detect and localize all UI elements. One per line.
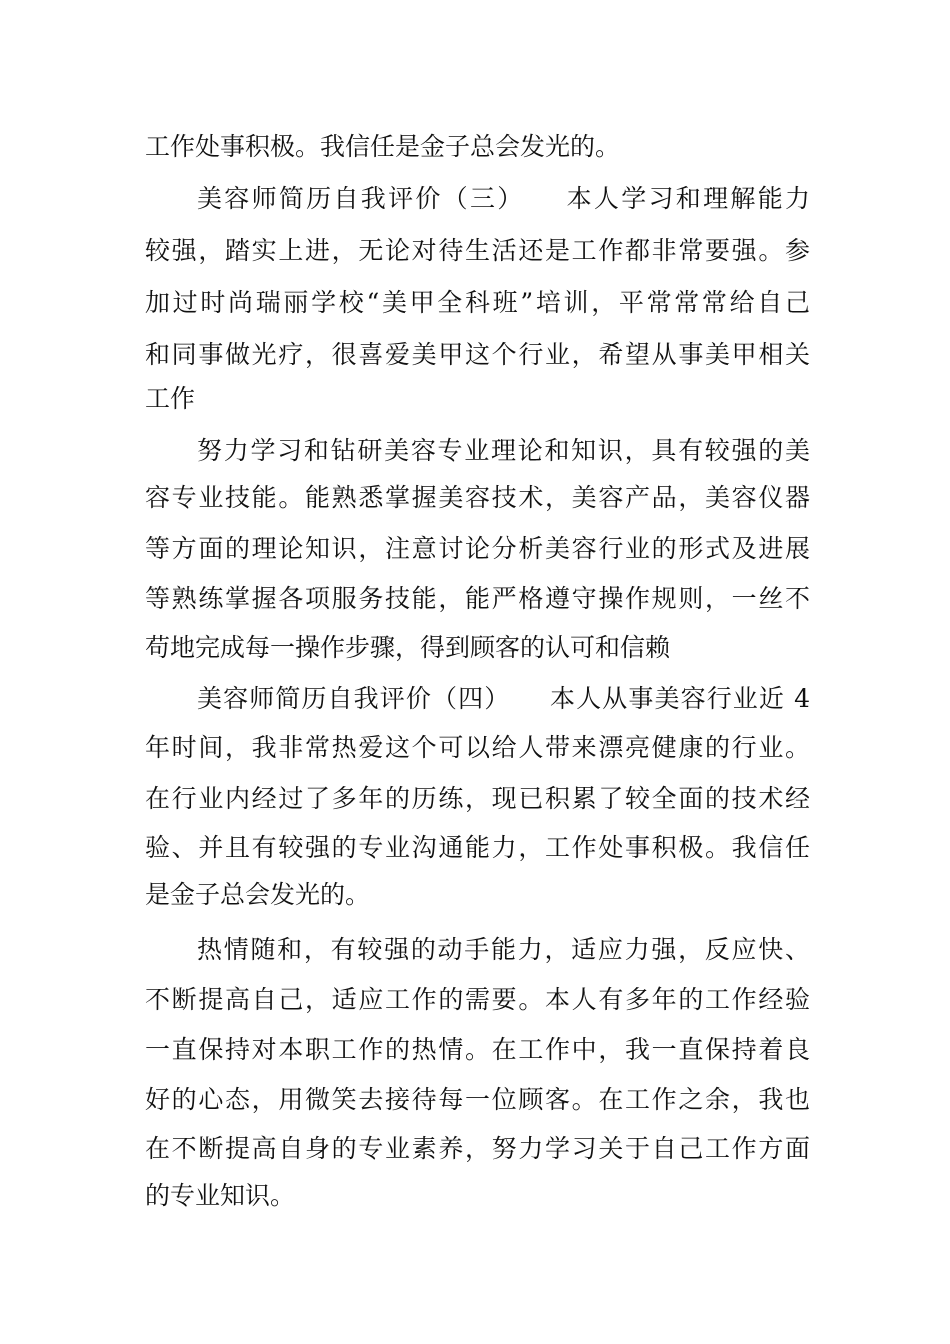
paragraph-line: 苟地完成每一操作步骤，得到顾客的认可和信赖 [145, 633, 671, 662]
paragraph-line: 的专业知识。 [145, 1181, 296, 1210]
paragraph-line: 较强，踏实上进，无论对待生活还是工作都非常要强。参 [145, 236, 810, 265]
paragraph-line: 工作处事积极。我信任是金子总会发光的。 [145, 132, 621, 161]
section-heading-line: 美容师简历自我评价（四） 本人从事美容行业近 4 [197, 684, 810, 713]
paragraph-line: 在行业内经过了多年的历练，现已积累了较全面的技术经 [145, 784, 810, 813]
paragraph-line: 一直保持对本职工作的热情。在工作中，我一直保持着良 [145, 1035, 810, 1064]
paragraph-line: 年时间，我非常热爱这个可以给人带来漂亮健康的行业。 [145, 733, 810, 762]
paragraph-line: 好的心态，用微笑去接待每一位顾客。在工作之余，我也 [145, 1085, 810, 1114]
paragraph-line: 努力学习和钻研美容专业理论和知识，具有较强的美 [197, 436, 810, 465]
paragraph-line: 等熟练掌握各项服务技能，能严格遵守操作规则，一丝不 [145, 584, 810, 613]
paragraph-line: 容专业技能。能熟悉掌握美容技术，美容产品，美容仪器 [145, 483, 810, 512]
paragraph-line: 工作 [145, 384, 196, 413]
paragraph-line: 不断提高自己，适应工作的需要。本人有多年的工作经验 [145, 985, 810, 1014]
paragraph-line: 等方面的理论知识，注意讨论分析美容行业的形式及进展 [145, 534, 810, 563]
paragraph-line: 在不断提高自身的专业素养，努力学习关于自己工作方面 [145, 1134, 810, 1163]
paragraph-line: 加过时尚瑞丽学校“美甲全科班”培训，平常常常给自己 [145, 288, 810, 317]
paragraph-line: 是金子总会发光的。 [145, 880, 371, 909]
section-heading-line: 美容师简历自我评价（三） 本人学习和理解能力 [197, 184, 810, 213]
paragraph-line: 和同事做光疗，很喜爱美甲这个行业，希望从事美甲相关 [145, 340, 810, 369]
paragraph-line: 热情随和，有较强的动手能力，适应力强，反应快、 [197, 935, 810, 964]
paragraph-line: 验、并且有较强的专业沟通能力，工作处事积极。我信任 [145, 833, 810, 862]
